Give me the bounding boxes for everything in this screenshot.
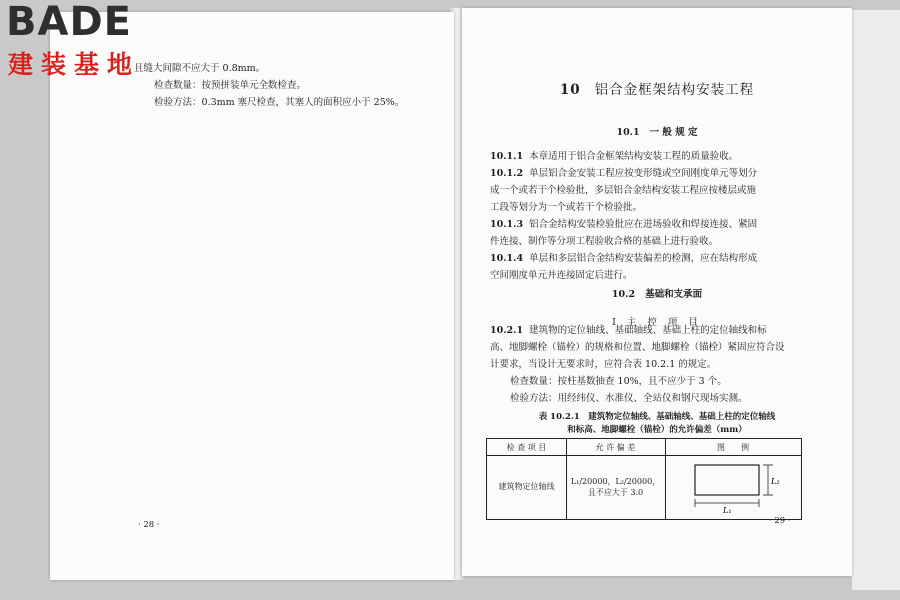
clause-line: 空间刚度单元并连接固定后进行。 — [490, 270, 633, 281]
clause-line: 成一个或若干个检验批，多层铝合金结构安装工程应按楼层或施 — [490, 185, 757, 196]
row-item: 建筑物定位轴线 — [498, 482, 555, 491]
clause-10-2-1: 10.2.1 建筑物的定位轴线、基础轴线、基础上柱的定位轴线和标 — [490, 325, 767, 336]
chapter-number: 10 — [559, 82, 581, 98]
right-page — [462, 8, 852, 576]
logo-word: BADE — [6, 0, 132, 45]
header-check-item: 检 查 项 目 — [506, 442, 547, 452]
axis-diagram — [665, 455, 801, 518]
clause-line: 件连接、制作等分项工程验收合格的基础上进行验收。 — [490, 236, 719, 247]
left-line-2: 检查数量：按预拼装单元全数检查。 — [154, 80, 307, 91]
left-line-3: 检验方法：0.3mm 塞尺检查，其塞人的面积应小于 25%。 — [154, 97, 405, 108]
left-line-1: 且缝大间隙不应大于 0.8mm。 — [134, 63, 266, 74]
left-page — [50, 12, 454, 580]
axis-diagram-figure — [673, 459, 793, 515]
logo-subtitle: 建装基地 — [8, 50, 141, 79]
label-l1: L₁ — [723, 505, 732, 515]
clause-line: 计要求，当设计无要求时，应符合表 10.2.1 的规定。 — [490, 359, 717, 370]
table-caption: 表 10.2.1 建筑物定位轴线、基础轴线、基础上柱的定位轴线 — [538, 412, 776, 422]
header-tolerance: 允 许 偏 差 — [595, 442, 636, 452]
clause-line: 高、地脚螺栓（锚栓）的规格和位置、地脚螺栓（锚栓）紧固应符合设 — [490, 342, 785, 353]
clause-line: 工段等划分为一个或若干个检验批。 — [490, 202, 643, 213]
inspection-method: 检验方法：用经纬仪、水准仪、全站仪和钢尺现场实测。 — [510, 393, 748, 404]
bade-logo — [0, 0, 178, 88]
chapter-title — [462, 78, 852, 98]
table-caption-line-2: 和标高、地脚螺栓（锚栓）的允许偏差（mm） — [567, 425, 747, 435]
clause-10-1-4: 10.1.4 单层和多层铝合金结构安装偏差的检测，应在结构形成 — [490, 253, 758, 264]
tolerance-table — [486, 438, 802, 520]
foundation-outline — [695, 465, 759, 495]
page-number-left: · 28 · — [138, 520, 160, 530]
section-title-10-1: 10.1 一 般 规 定 — [616, 127, 698, 138]
header-diagram: 图 例 — [717, 442, 749, 452]
page-number-right: · 29 · — [769, 516, 791, 526]
chapter-name: 铝合金框架结构安装工程 — [594, 82, 755, 98]
section-title-10-2: 10.2 基础和支承面 — [611, 289, 703, 300]
label-l2: L₂ — [771, 476, 780, 486]
clause-10-1-3: 10.1.3 铝合金结构安装检验批应在进场验收和焊接连接、紧固 — [490, 219, 758, 230]
clause-10-1-2: 10.1.2 单层铝合金安装工程应按变形缝或空间刚度单元等划分 — [490, 168, 758, 179]
inspection-quantity: 检查数量：按柱基数抽查 10%，且不应少于 3 个。 — [510, 376, 727, 387]
page-edge — [852, 10, 900, 590]
main-control-heading: Ⅰ 主 控 项 目 — [612, 317, 702, 328]
clause-10-1-1: 10.1.1 本章适用于铝合金框架结构安装工程的质量验收。 — [490, 151, 739, 162]
row-tolerance: L₁/20000，L₂/20000， 且不应大于 3.0 — [570, 476, 661, 497]
